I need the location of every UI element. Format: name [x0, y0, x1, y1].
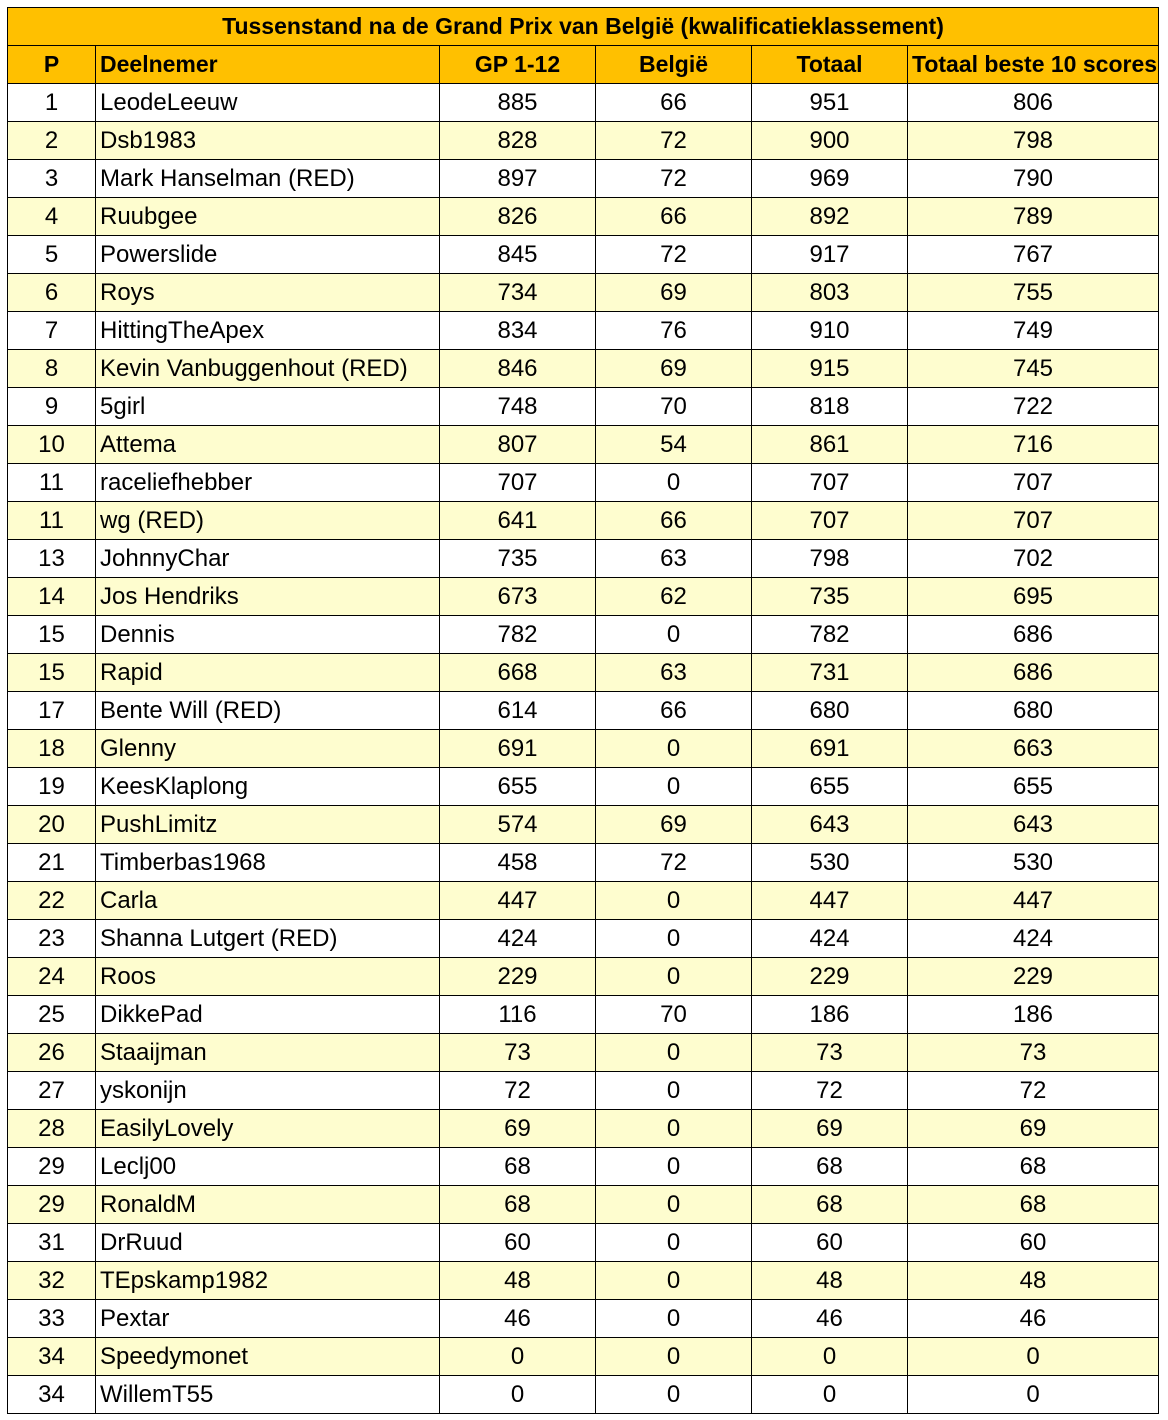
title-row [8, 8, 1159, 46]
cell-belgie: 0 [596, 882, 752, 920]
cell-participant: Leclj00 [96, 1148, 440, 1186]
cell-gp-1-12: 707 [440, 464, 596, 502]
cell-best-10-total: 447 [908, 882, 1159, 920]
cell-gp-1-12: 748 [440, 388, 596, 426]
table-row [8, 426, 1159, 464]
header-row [8, 46, 1159, 84]
table-row [8, 730, 1159, 768]
cell-best-10-total: 69 [908, 1110, 1159, 1148]
cell-total: 818 [752, 388, 908, 426]
table-title: Tussenstand na de Grand Prix van België (kwalificatieklassement) [8, 8, 1159, 46]
cell-participant: LeodeLeeuw [96, 84, 440, 122]
cell-best-10-total: 686 [908, 654, 1159, 692]
cell-participant: JohnnyChar [96, 540, 440, 578]
cell-total: 48 [752, 1262, 908, 1300]
cell-position: 6 [8, 274, 96, 312]
cell-position: 26 [8, 1034, 96, 1072]
cell-gp-1-12: 885 [440, 84, 596, 122]
cell-total: 424 [752, 920, 908, 958]
cell-position: 28 [8, 1110, 96, 1148]
cell-position: 15 [8, 616, 96, 654]
cell-position: 11 [8, 502, 96, 540]
col-header-belgie: België [596, 46, 752, 84]
cell-belgie: 0 [596, 1338, 752, 1376]
cell-belgie: 63 [596, 540, 752, 578]
table-row [8, 1148, 1159, 1186]
cell-total: 186 [752, 996, 908, 1034]
cell-belgie: 0 [596, 1262, 752, 1300]
cell-participant: Glenny [96, 730, 440, 768]
table-row [8, 578, 1159, 616]
cell-best-10-total: 424 [908, 920, 1159, 958]
cell-total: 861 [752, 426, 908, 464]
cell-position: 10 [8, 426, 96, 464]
cell-position: 33 [8, 1300, 96, 1338]
cell-participant: Kevin Vanbuggenhout (RED) [96, 350, 440, 388]
cell-best-10-total: 790 [908, 160, 1159, 198]
cell-total: 731 [752, 654, 908, 692]
cell-belgie: 0 [596, 1072, 752, 1110]
cell-belgie: 70 [596, 388, 752, 426]
cell-belgie: 62 [596, 578, 752, 616]
cell-best-10-total: 767 [908, 236, 1159, 274]
cell-belgie: 66 [596, 692, 752, 730]
cell-belgie: 66 [596, 84, 752, 122]
table-row [8, 1110, 1159, 1148]
cell-best-10-total: 72 [908, 1072, 1159, 1110]
cell-belgie: 0 [596, 730, 752, 768]
cell-participant: WillemT55 [96, 1376, 440, 1414]
cell-total: 803 [752, 274, 908, 312]
cell-belgie: 0 [596, 1148, 752, 1186]
cell-participant: 5girl [96, 388, 440, 426]
cell-total: 735 [752, 578, 908, 616]
table-row [8, 236, 1159, 274]
cell-participant: Dennis [96, 616, 440, 654]
cell-participant: DikkePad [96, 996, 440, 1034]
cell-total: 0 [752, 1376, 908, 1414]
cell-belgie: 0 [596, 616, 752, 654]
cell-best-10-total: 755 [908, 274, 1159, 312]
col-header-best-10-total: Totaal beste 10 scores [908, 46, 1159, 84]
cell-belgie: 0 [596, 1376, 752, 1414]
cell-position: 1 [8, 84, 96, 122]
cell-best-10-total: 707 [908, 502, 1159, 540]
cell-gp-1-12: 116 [440, 996, 596, 1034]
cell-total: 691 [752, 730, 908, 768]
table-row [8, 996, 1159, 1034]
cell-participant: Roos [96, 958, 440, 996]
cell-total: 0 [752, 1338, 908, 1376]
cell-gp-1-12: 846 [440, 350, 596, 388]
cell-position: 18 [8, 730, 96, 768]
cell-gp-1-12: 807 [440, 426, 596, 464]
cell-belgie: 70 [596, 996, 752, 1034]
cell-position: 14 [8, 578, 96, 616]
cell-belgie: 72 [596, 160, 752, 198]
table-row [8, 1338, 1159, 1376]
cell-total: 900 [752, 122, 908, 160]
cell-total: 69 [752, 1110, 908, 1148]
cell-total: 707 [752, 502, 908, 540]
cell-gp-1-12: 834 [440, 312, 596, 350]
cell-best-10-total: 789 [908, 198, 1159, 236]
cell-position: 29 [8, 1148, 96, 1186]
cell-gp-1-12: 673 [440, 578, 596, 616]
col-header-position: P [8, 46, 96, 84]
cell-position: 34 [8, 1376, 96, 1414]
cell-gp-1-12: 574 [440, 806, 596, 844]
table-row [8, 654, 1159, 692]
cell-total: 530 [752, 844, 908, 882]
cell-participant: PushLimitz [96, 806, 440, 844]
cell-participant: Attema [96, 426, 440, 464]
table-row [8, 1300, 1159, 1338]
cell-participant: Shanna Lutgert (RED) [96, 920, 440, 958]
cell-gp-1-12: 447 [440, 882, 596, 920]
cell-best-10-total: 46 [908, 1300, 1159, 1338]
cell-position: 21 [8, 844, 96, 882]
cell-belgie: 0 [596, 958, 752, 996]
cell-gp-1-12: 828 [440, 122, 596, 160]
cell-gp-1-12: 735 [440, 540, 596, 578]
cell-total: 915 [752, 350, 908, 388]
cell-position: 17 [8, 692, 96, 730]
table-row [8, 464, 1159, 502]
cell-total: 60 [752, 1224, 908, 1262]
cell-total: 917 [752, 236, 908, 274]
cell-participant: raceliefhebber [96, 464, 440, 502]
table-row [8, 844, 1159, 882]
cell-participant: Ruubgee [96, 198, 440, 236]
cell-total: 782 [752, 616, 908, 654]
cell-gp-1-12: 655 [440, 768, 596, 806]
cell-best-10-total: 655 [908, 768, 1159, 806]
cell-best-10-total: 722 [908, 388, 1159, 426]
cell-belgie: 0 [596, 1110, 752, 1148]
cell-best-10-total: 48 [908, 1262, 1159, 1300]
cell-position: 4 [8, 198, 96, 236]
cell-belgie: 69 [596, 806, 752, 844]
cell-participant: Rapid [96, 654, 440, 692]
cell-position: 11 [8, 464, 96, 502]
table-row [8, 1262, 1159, 1300]
table-row [8, 1072, 1159, 1110]
cell-position: 3 [8, 160, 96, 198]
cell-position: 32 [8, 1262, 96, 1300]
cell-total: 643 [752, 806, 908, 844]
cell-belgie: 66 [596, 198, 752, 236]
col-header-gp-1-12: GP 1-12 [440, 46, 596, 84]
cell-gp-1-12: 614 [440, 692, 596, 730]
cell-position: 29 [8, 1186, 96, 1224]
cell-best-10-total: 68 [908, 1148, 1159, 1186]
cell-best-10-total: 702 [908, 540, 1159, 578]
cell-position: 22 [8, 882, 96, 920]
cell-gp-1-12: 691 [440, 730, 596, 768]
cell-belgie: 0 [596, 768, 752, 806]
cell-best-10-total: 186 [908, 996, 1159, 1034]
cell-total: 680 [752, 692, 908, 730]
cell-belgie: 0 [596, 920, 752, 958]
cell-best-10-total: 806 [908, 84, 1159, 122]
table-row [8, 350, 1159, 388]
cell-best-10-total: 749 [908, 312, 1159, 350]
cell-belgie: 72 [596, 844, 752, 882]
table-row [8, 502, 1159, 540]
table-row [8, 274, 1159, 312]
col-header-participant: Deelnemer [96, 46, 440, 84]
cell-belgie: 72 [596, 236, 752, 274]
cell-gp-1-12: 782 [440, 616, 596, 654]
cell-gp-1-12: 668 [440, 654, 596, 692]
cell-participant: Bente Will (RED) [96, 692, 440, 730]
cell-best-10-total: 60 [908, 1224, 1159, 1262]
cell-participant: RonaldM [96, 1186, 440, 1224]
cell-gp-1-12: 0 [440, 1376, 596, 1414]
cell-gp-1-12: 60 [440, 1224, 596, 1262]
cell-position: 15 [8, 654, 96, 692]
cell-best-10-total: 707 [908, 464, 1159, 502]
cell-participant: Roys [96, 274, 440, 312]
standings-table [7, 7, 1159, 1414]
table-row [8, 1034, 1159, 1072]
cell-gp-1-12: 424 [440, 920, 596, 958]
cell-position: 9 [8, 388, 96, 426]
cell-total: 72 [752, 1072, 908, 1110]
cell-belgie: 63 [596, 654, 752, 692]
cell-total: 73 [752, 1034, 908, 1072]
table-row [8, 806, 1159, 844]
cell-position: 24 [8, 958, 96, 996]
cell-position: 20 [8, 806, 96, 844]
cell-total: 46 [752, 1300, 908, 1338]
cell-total: 68 [752, 1186, 908, 1224]
cell-participant: Speedymonet [96, 1338, 440, 1376]
cell-participant: TEpskamp1982 [96, 1262, 440, 1300]
cell-participant: wg (RED) [96, 502, 440, 540]
cell-participant: yskonijn [96, 1072, 440, 1110]
cell-gp-1-12: 897 [440, 160, 596, 198]
cell-participant: DrRuud [96, 1224, 440, 1262]
cell-total: 892 [752, 198, 908, 236]
table-row [8, 84, 1159, 122]
cell-gp-1-12: 734 [440, 274, 596, 312]
cell-best-10-total: 663 [908, 730, 1159, 768]
cell-belgie: 0 [596, 1034, 752, 1072]
cell-belgie: 72 [596, 122, 752, 160]
cell-gp-1-12: 845 [440, 236, 596, 274]
cell-total: 68 [752, 1148, 908, 1186]
cell-best-10-total: 798 [908, 122, 1159, 160]
cell-best-10-total: 695 [908, 578, 1159, 616]
cell-best-10-total: 229 [908, 958, 1159, 996]
cell-total: 910 [752, 312, 908, 350]
cell-belgie: 0 [596, 464, 752, 502]
table-row [8, 1376, 1159, 1414]
table-row [8, 122, 1159, 160]
table-row [8, 692, 1159, 730]
cell-gp-1-12: 229 [440, 958, 596, 996]
cell-gp-1-12: 68 [440, 1148, 596, 1186]
cell-position: 8 [8, 350, 96, 388]
cell-position: 34 [8, 1338, 96, 1376]
cell-belgie: 0 [596, 1300, 752, 1338]
cell-participant: KeesKlaplong [96, 768, 440, 806]
cell-total: 655 [752, 768, 908, 806]
table-row [8, 312, 1159, 350]
cell-position: 23 [8, 920, 96, 958]
cell-total: 798 [752, 540, 908, 578]
cell-belgie: 69 [596, 350, 752, 388]
cell-position: 7 [8, 312, 96, 350]
cell-position: 2 [8, 122, 96, 160]
table-row [8, 1186, 1159, 1224]
cell-best-10-total: 0 [908, 1338, 1159, 1376]
cell-participant: Mark Hanselman (RED) [96, 160, 440, 198]
cell-belgie: 0 [596, 1224, 752, 1262]
cell-gp-1-12: 0 [440, 1338, 596, 1376]
cell-gp-1-12: 72 [440, 1072, 596, 1110]
table-row [8, 388, 1159, 426]
cell-belgie: 0 [596, 1186, 752, 1224]
cell-belgie: 54 [596, 426, 752, 464]
cell-best-10-total: 0 [908, 1376, 1159, 1414]
table-row [8, 920, 1159, 958]
cell-position: 19 [8, 768, 96, 806]
cell-position: 13 [8, 540, 96, 578]
cell-participant: Staaijman [96, 1034, 440, 1072]
cell-gp-1-12: 68 [440, 1186, 596, 1224]
table-row [8, 882, 1159, 920]
cell-best-10-total: 686 [908, 616, 1159, 654]
cell-belgie: 69 [596, 274, 752, 312]
table-row [8, 768, 1159, 806]
cell-participant: Jos Hendriks [96, 578, 440, 616]
cell-participant: HittingTheApex [96, 312, 440, 350]
table-row [8, 198, 1159, 236]
cell-position: 25 [8, 996, 96, 1034]
table-row [8, 1224, 1159, 1262]
cell-gp-1-12: 46 [440, 1300, 596, 1338]
cell-position: 31 [8, 1224, 96, 1262]
cell-best-10-total: 680 [908, 692, 1159, 730]
cell-best-10-total: 530 [908, 844, 1159, 882]
cell-best-10-total: 68 [908, 1186, 1159, 1224]
cell-gp-1-12: 69 [440, 1110, 596, 1148]
cell-total: 969 [752, 160, 908, 198]
table-row [8, 958, 1159, 996]
table-row [8, 160, 1159, 198]
cell-belgie: 76 [596, 312, 752, 350]
table-row [8, 540, 1159, 578]
cell-participant: Dsb1983 [96, 122, 440, 160]
cell-total: 447 [752, 882, 908, 920]
cell-participant: Carla [96, 882, 440, 920]
cell-participant: Timberbas1968 [96, 844, 440, 882]
cell-best-10-total: 643 [908, 806, 1159, 844]
col-header-total: Totaal [752, 46, 908, 84]
cell-best-10-total: 716 [908, 426, 1159, 464]
cell-position: 27 [8, 1072, 96, 1110]
cell-participant: Powerslide [96, 236, 440, 274]
cell-participant: Pextar [96, 1300, 440, 1338]
cell-gp-1-12: 826 [440, 198, 596, 236]
cell-total: 229 [752, 958, 908, 996]
cell-best-10-total: 745 [908, 350, 1159, 388]
cell-gp-1-12: 48 [440, 1262, 596, 1300]
cell-best-10-total: 73 [908, 1034, 1159, 1072]
cell-belgie: 66 [596, 502, 752, 540]
cell-gp-1-12: 641 [440, 502, 596, 540]
cell-total: 707 [752, 464, 908, 502]
cell-gp-1-12: 458 [440, 844, 596, 882]
cell-position: 5 [8, 236, 96, 274]
cell-participant: EasilyLovely [96, 1110, 440, 1148]
cell-total: 951 [752, 84, 908, 122]
table-row [8, 616, 1159, 654]
cell-gp-1-12: 73 [440, 1034, 596, 1072]
table-body [8, 84, 1159, 1414]
